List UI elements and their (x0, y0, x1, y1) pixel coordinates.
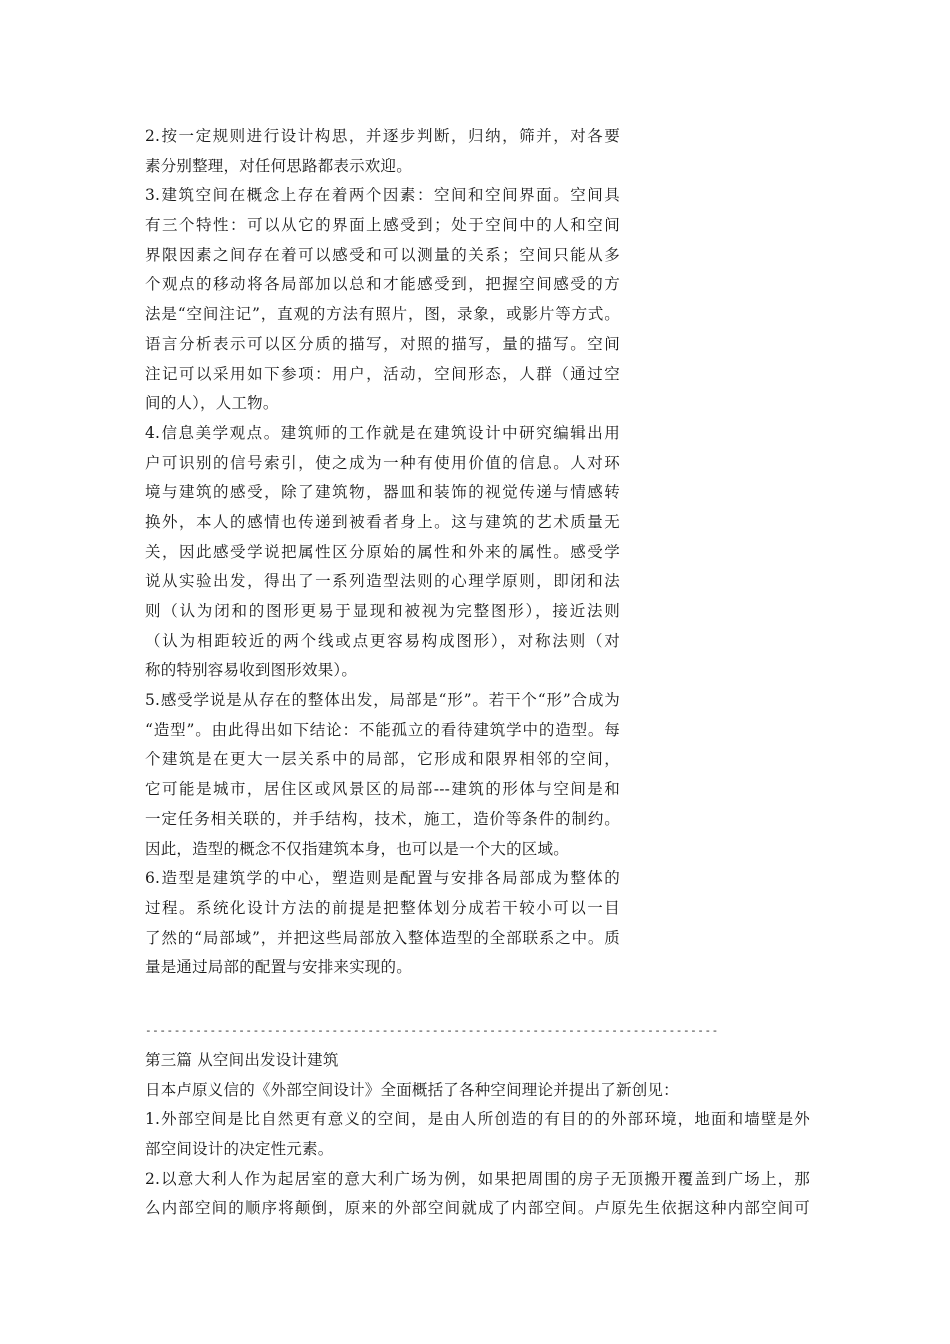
text-line: 素分别整理，对任何思路都表示欢迎。 (145, 156, 412, 175)
text-line: 1.外部空间是比自然更有意义的空间，是由人所创造的有目的的外部环境，地面和墙壁是外 (145, 1110, 810, 1129)
section-title: 第三篇 从空间出发设计建筑 (145, 1051, 339, 1069)
text-line: 称的特别容易收到图形效果）。 (145, 661, 358, 680)
text-line: 法是“空间注记”，直观的方法有照片，图，录象，或影片等方式。 (145, 305, 620, 324)
text-line: 换外，本人的感情也传递到被看者身上。这与建筑的艺术质量无 (145, 512, 620, 531)
text-line: 说从实验出发，得出了一系列造型法则的心理学原则，即闭和法 (145, 572, 620, 591)
text-line: 4.信息美学观点。建筑师的工作就是在建筑设计中研究编辑出用 (145, 423, 620, 442)
text-line: 日本卢原义信的《外部空间设计》全面概括了各种空间理论并提出了新创见： (145, 1080, 679, 1099)
text-line: 一定任务相关联的，并手结构，技术，施工，造价等条件的制约。 (145, 809, 620, 828)
text-line: 注记可以采用如下参项：用户，活动，空间形态，人群（通过空 (145, 364, 620, 383)
text-line: 它可能是城市，居住区或风景区的局部---建筑的形体与空间是和 (145, 780, 620, 799)
text-line: 则（认为闭和的图形更易于显现和被视为完整图形），接近法则 (145, 602, 620, 620)
text-line: 个观点的移动将各局部加以总和才能感受到，把握空间感受的方 (145, 275, 620, 294)
text-line: 户可识别的信号索引，使之成为一种有使用价值的信息。人对环 (145, 453, 620, 472)
text-line: “造型”。由此得出如下结论：不能孤立的看待建筑学中的造型。每 (145, 720, 620, 739)
text-line: 量是通过局部的配置与安排来实现的。 (145, 958, 412, 977)
text-line: 2.按一定规则进行设计构思，并逐步判断，归纳，筛并，对各要 (145, 127, 620, 145)
text-line: 么内部空间的顺序将颠倒，原来的外部空间就成了内部空间。卢原先生依据这种内部空间可 (145, 1199, 810, 1218)
text-line: 因此，造型的概念不仅指建筑本身，也可以是一个大的区域。 (145, 839, 569, 858)
text-line: 2.以意大利人作为起居室的意大利广场为例，如果把周围的房子无顶搬开覆盖到广场上，那 (145, 1169, 810, 1188)
text-line: （认为相距较近的两个线或点更容易构成图形），对称法则（对 (145, 631, 620, 650)
text-line: 过程。系统化设计方法的前提是把整体划分成若干较小可以一目 (145, 898, 620, 917)
section-divider: -------------------------------------------------------------------------------- (145, 1024, 719, 1037)
text-line: 6.造型是建筑学的中心，塑造则是配置与安排各局部成为整体的 (145, 869, 620, 888)
text-line: 语言分析表示可以区分质的描写，对照的描写，量的描写。空间 (145, 334, 620, 353)
text-line: 了然的“局部域”，并把这些局部放入整体造型的全部联系之中。质 (145, 928, 620, 947)
text-line: 5.感受学说是从存在的整体出发，局部是“形”。若干个“形”合成为 (145, 691, 620, 710)
text-line: 间的人），人工物。 (145, 394, 279, 413)
text-line: 界限因素之间存在着可以感受和可以测量的关系；空间只能从多 (145, 245, 620, 264)
text-line: 3.建筑空间在概念上存在着两个因素：空间和空间界面。空间具 (145, 186, 620, 205)
text-line: 有三个特性：可以从它的界面上感受到；处于空间中的人和空间 (145, 216, 620, 235)
text-line: 关，因此感受学说把属性区分原始的属性和外来的属性。感受学 (145, 542, 620, 561)
section-three (145, 1016, 810, 1224)
text-line: 个建筑是在更大一层关系中的局部，它形成和限界相邻的空间， (145, 750, 620, 769)
body-text-column (145, 122, 620, 983)
text-line: 部空间设计的决定性元素。 (145, 1140, 334, 1159)
text-line: 境与建筑的感受，除了建筑物，器皿和装饰的视觉传递与情感转 (145, 483, 620, 502)
